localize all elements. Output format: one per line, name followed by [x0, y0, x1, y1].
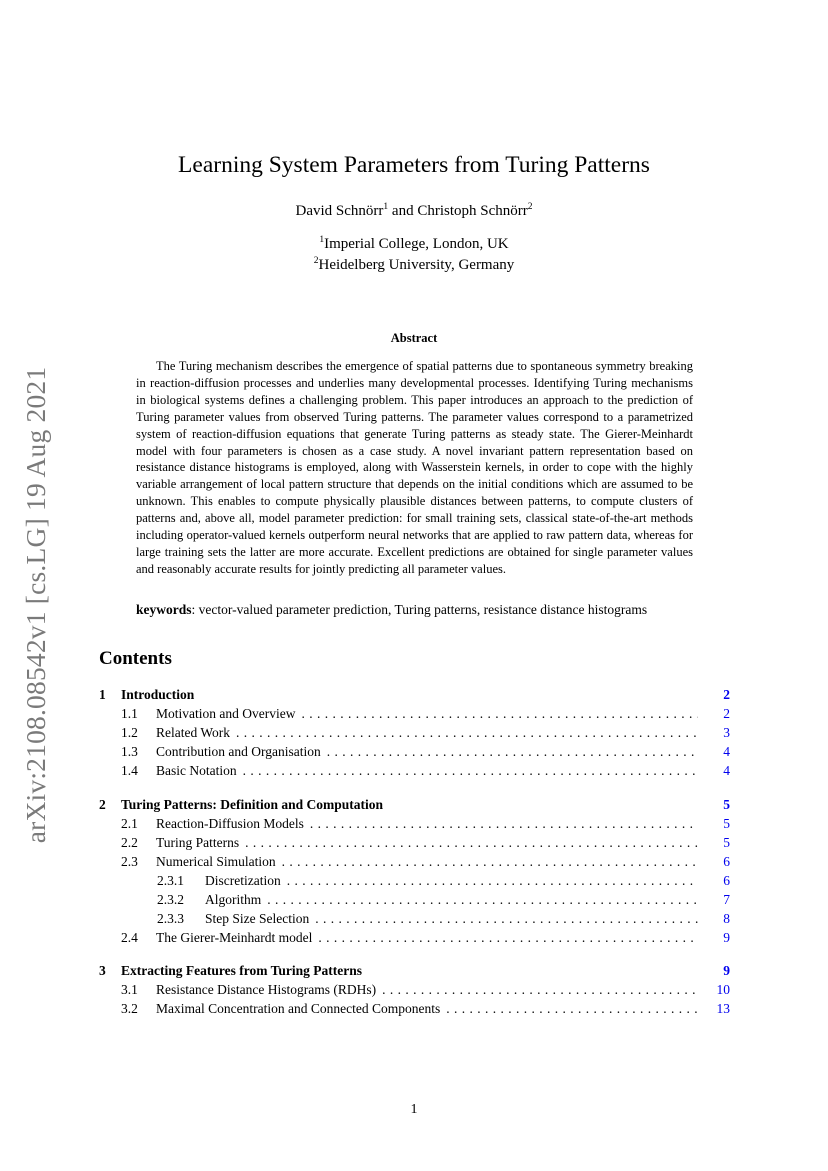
toc-entry-label: Contribution and Organisation	[156, 744, 321, 759]
toc-entry[interactable]	[99, 963, 730, 982]
toc-entry-label: The Gierer-Meinhardt model	[156, 930, 313, 945]
toc-entry[interactable]	[99, 725, 730, 744]
toc-dot-leader	[287, 873, 698, 889]
toc-entry-number: 2.1	[121, 816, 138, 831]
toc-entry-label: Related Work	[156, 725, 231, 740]
keywords-line	[136, 602, 706, 618]
toc-entry-label: Step Size Selection	[205, 911, 310, 926]
toc-dot-leader	[327, 744, 698, 760]
author-conjunction: and	[388, 203, 418, 219]
affiliation-2	[0, 257, 828, 274]
toc-dot-leader	[243, 763, 698, 779]
toc-entry-number: 2.3	[121, 854, 138, 869]
toc-entry[interactable]	[99, 892, 730, 911]
toc-dot-leader	[236, 725, 698, 741]
toc-page-link[interactable]: 9	[723, 930, 730, 945]
toc-page-link[interactable]: 10	[716, 982, 730, 997]
toc-page-link[interactable]: 6	[723, 854, 730, 869]
toc-entry[interactable]	[99, 873, 730, 892]
toc-dot-leader	[267, 892, 698, 908]
toc-entry[interactable]	[99, 763, 730, 782]
abstract-body: The Turing mechanism describes the emergence of spatial patterns due to spontaneous symmetry breaking in reaction-diffusion processes and underlies many developmental processes. Identifying Turing mechanisms in biological systems defines a challenging problem. This paper introduces an approach to the prediction of Turing parameter values from observed Turing patterns. The parameter values correspond to a parametrized system of reaction-diffusion equations that generate Turing patterns as steady state. The Gierer-Meinhardt model with four parameters is chosen as a case study. A novel invariant pattern representation based on resistance distance histograms is employed, along with Wasserstein kernels, in order to cope with the highly variable arrangement of local pattern structure that depends on the initial conditions which are assumed to be unknown. This enables to compute physically plausible distances between patterns, to compute clusters of patterns and, above all, model parameter prediction: for small training sets, classical state-of-the-art methods including operator-valued kernels outperform neural networks that are applied to raw pattern data, whereas for large training sets the latter are more accurate. Excellent predictions are obtained for single parameter values and reasonably accurate results for jointly predicting all parameter values.	[136, 359, 693, 576]
toc-entry-label: Turing Patterns	[156, 835, 240, 850]
toc-entry-label: Motivation and Overview	[156, 706, 296, 721]
toc-entry-number: 3	[99, 963, 106, 978]
toc-entry-number: 1	[99, 687, 106, 702]
toc-entry-number: 1.4	[121, 763, 138, 778]
toc-entry-number: 2.4	[121, 930, 138, 945]
toc-page-link[interactable]: 4	[723, 744, 730, 759]
toc-page-link[interactable]: 2	[723, 687, 730, 702]
toc-entry[interactable]	[99, 835, 730, 854]
toc-dot-leader	[301, 706, 698, 722]
toc-dot-leader	[282, 854, 698, 870]
author-1-affil-marker: 1	[383, 202, 389, 212]
affiliation-2-marker: 2	[313, 256, 319, 266]
toc-entry-label: Resistance Distance Histograms (RDHs)	[156, 982, 377, 997]
toc-page-link[interactable]: 5	[723, 835, 730, 850]
toc-entry-number: 1.1	[121, 706, 138, 721]
toc-entry-label: Basic Notation	[156, 763, 237, 778]
toc-dot-leader	[315, 911, 698, 927]
toc-page-link[interactable]: 5	[723, 816, 730, 831]
toc-page-link[interactable]: 9	[723, 963, 730, 978]
page-number: 1	[410, 1102, 418, 1117]
toc-entry-number: 1.3	[121, 744, 138, 759]
toc-dot-leader	[446, 1001, 698, 1017]
toc-entry-number: 2.3.2	[157, 892, 184, 907]
toc-entry-number: 3.2	[121, 1001, 138, 1016]
contents-heading: Contents	[99, 648, 172, 669]
toc-entry-number: 3.1	[121, 982, 138, 997]
toc-entry[interactable]	[99, 706, 730, 725]
toc-page-link[interactable]: 4	[723, 763, 730, 778]
toc-entry[interactable]	[99, 982, 730, 1001]
author-2-affil-marker: 2	[527, 202, 533, 212]
toc-dot-leader	[245, 835, 698, 851]
toc-entry-label: Introduction	[121, 687, 195, 702]
paper-title: Learning System Parameters from Turing Patterns	[178, 152, 650, 178]
toc-entry[interactable]	[99, 1001, 730, 1020]
toc-entry-label: Turing Patterns: Definition and Computation	[121, 797, 384, 812]
toc-entry[interactable]	[99, 854, 730, 873]
keywords-label: keywords	[136, 602, 192, 617]
toc-entry-label: Extracting Features from Turing Patterns	[121, 963, 362, 978]
toc-page-link[interactable]: 5	[723, 797, 730, 812]
author-1: David Schnörr	[295, 203, 384, 219]
toc-entry[interactable]	[99, 911, 730, 930]
toc-dot-leader	[382, 982, 698, 998]
toc-entry[interactable]	[99, 930, 730, 949]
toc-dot-leader	[310, 816, 698, 832]
toc-page-link[interactable]: 3	[723, 725, 730, 740]
toc-entry[interactable]	[99, 687, 730, 706]
toc-page-link[interactable]: 2	[723, 706, 730, 721]
toc-page-link[interactable]: 6	[723, 873, 730, 888]
affiliation-2-text: Heidelberg University, Germany	[318, 257, 515, 273]
arxiv-identifier-text: arXiv:2108.08542v1 [cs.LG] 19 Aug 2021	[20, 366, 51, 844]
toc-entry-number: 1.2	[121, 725, 138, 740]
keywords-text: : vector-valued parameter prediction, Turing patterns, resistance distance histograms	[191, 602, 648, 617]
toc-entry[interactable]	[99, 744, 730, 763]
toc-entry-number: 2	[99, 797, 106, 812]
affiliation-1	[0, 236, 828, 253]
arxiv-identifier	[14, 360, 58, 850]
toc-entry[interactable]	[99, 797, 730, 816]
affiliation-1-text: Imperial College, London, UK	[324, 236, 509, 252]
toc-page-link[interactable]: 7	[723, 892, 730, 907]
toc-entry-number: 2.3.1	[157, 873, 184, 888]
author-2: Christoph Schnörr	[417, 203, 528, 219]
toc-entry-label: Discretization	[205, 873, 281, 888]
toc-entry-label: Algorithm	[205, 892, 262, 907]
toc-entry-label: Reaction-Diffusion Models	[156, 816, 304, 831]
toc-entry[interactable]	[99, 816, 730, 835]
toc-entry-label: Maximal Concentration and Connected Components	[156, 1001, 441, 1016]
affiliation-1-marker: 1	[319, 235, 325, 245]
toc-page-link[interactable]: 8	[723, 911, 730, 926]
toc-dot-leader	[318, 930, 698, 946]
toc-page-link[interactable]: 13	[716, 1001, 730, 1016]
abstract-heading: Abstract	[390, 331, 438, 345]
toc-entry-number: 2.3.3	[157, 911, 184, 926]
toc-entry-number: 2.2	[121, 835, 138, 850]
toc-entry-label: Numerical Simulation	[156, 854, 276, 869]
author-list	[0, 203, 828, 220]
